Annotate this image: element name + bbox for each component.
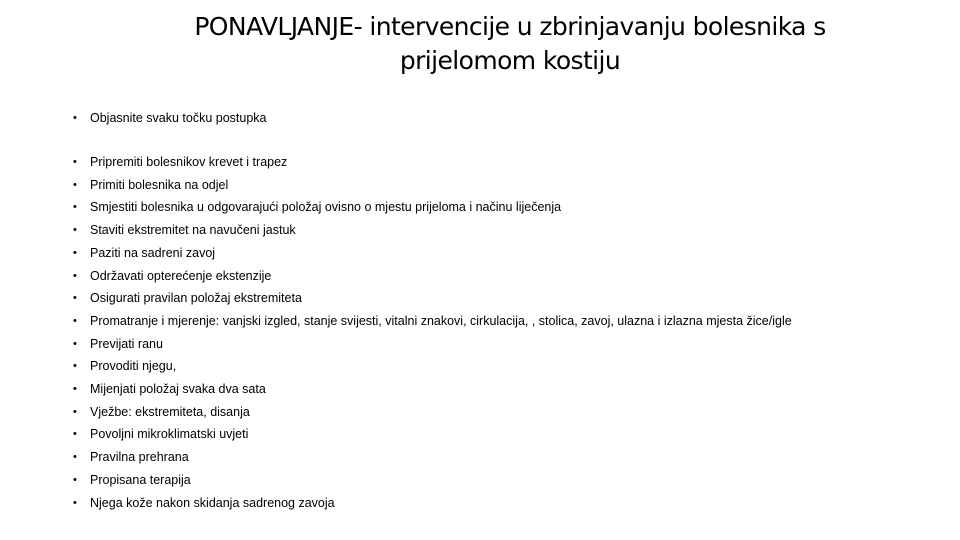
list-item	[73, 287, 792, 310]
bullet-text: Povoljni mikroklimatski uvjeti	[90, 427, 249, 442]
list-item	[73, 469, 792, 492]
bullet-text: Paziti na sadreni zavoj	[90, 245, 216, 260]
bullet-icon: •	[73, 246, 77, 259]
bullet-icon: •	[73, 428, 77, 441]
bullet-text: Staviti ekstremitet na navučeni jastuk	[90, 223, 296, 238]
bullet-text: Objasnite svaku točku postupka	[90, 111, 267, 125]
list-item	[73, 310, 792, 333]
bullet-icon: •	[73, 360, 77, 373]
bullet-text: Pravilna prehrana	[90, 450, 189, 465]
list-item	[73, 355, 792, 378]
slide-title	[140, 10, 880, 78]
list-item	[73, 265, 792, 288]
bullet-icon: •	[73, 405, 77, 418]
list-item	[73, 151, 792, 174]
list-item	[73, 446, 792, 469]
bullet-icon: •	[73, 337, 77, 350]
intro-item	[73, 107, 267, 130]
bullet-text: Smjestiti bolesnika u odgovarajući položaj ovisno o mjestu prijeloma i načinu liječenja	[90, 200, 562, 215]
bullet-icon: •	[73, 314, 77, 327]
bullet-text: Propisana terapija	[90, 472, 191, 487]
bullet-icon: •	[73, 224, 77, 237]
intervention-bullet-list	[73, 151, 792, 514]
bullet-text: Promatranje i mjerenje: vanjski izgled, stanje svijesti, vitalni znakovi, cirkulacija, , stolica, zavoj, ulazna i izlazna mjesta žice/igle	[90, 313, 792, 328]
bullet-text: Održavati opterećenje ekstenzije	[90, 268, 272, 283]
bullet-text: Njega kože nakon skidanja sadrenog zavoja	[90, 495, 335, 510]
list-item	[73, 174, 792, 197]
bullet-text: Mijenjati položaj svaka dva sata	[90, 382, 266, 397]
slide-title-line-1: PONAVLJANJE- intervencije u zbrinjavanju bolesnika s	[194, 12, 826, 41]
list-item	[73, 401, 792, 424]
bullet-text: Provoditi njegu,	[90, 359, 177, 374]
bullet-icon: •	[73, 201, 77, 214]
bullet-icon: •	[73, 451, 77, 464]
bullet-icon: •	[73, 269, 77, 282]
bullet-text: Previjati ranu	[90, 336, 163, 351]
bullet-icon: •	[73, 292, 77, 305]
slide-title-line-2: prijelomom kostiju	[399, 46, 621, 75]
list-item	[73, 492, 792, 515]
list-item	[73, 196, 792, 219]
list-item	[73, 423, 792, 446]
bullet-icon: •	[73, 496, 77, 509]
bullet-icon: •	[73, 473, 77, 486]
bullet-text: Vježbe: ekstremiteta, disanja	[90, 404, 250, 419]
list-item	[73, 333, 792, 356]
bullet-icon: •	[73, 383, 77, 396]
bullet-icon: •	[73, 112, 77, 124]
bullet-icon: •	[73, 178, 77, 191]
list-item	[73, 242, 792, 265]
list-item	[73, 219, 792, 242]
bullet-text: Pripremiti bolesnikov krevet i trapez	[90, 155, 288, 169]
bullet-icon: •	[73, 156, 77, 168]
bullet-text: Osigurati pravilan položaj ekstremiteta	[90, 291, 302, 306]
list-item	[73, 378, 792, 401]
bullet-text: Primiti bolesnika na odjel	[90, 177, 229, 192]
intro-bullet-list	[73, 107, 267, 130]
